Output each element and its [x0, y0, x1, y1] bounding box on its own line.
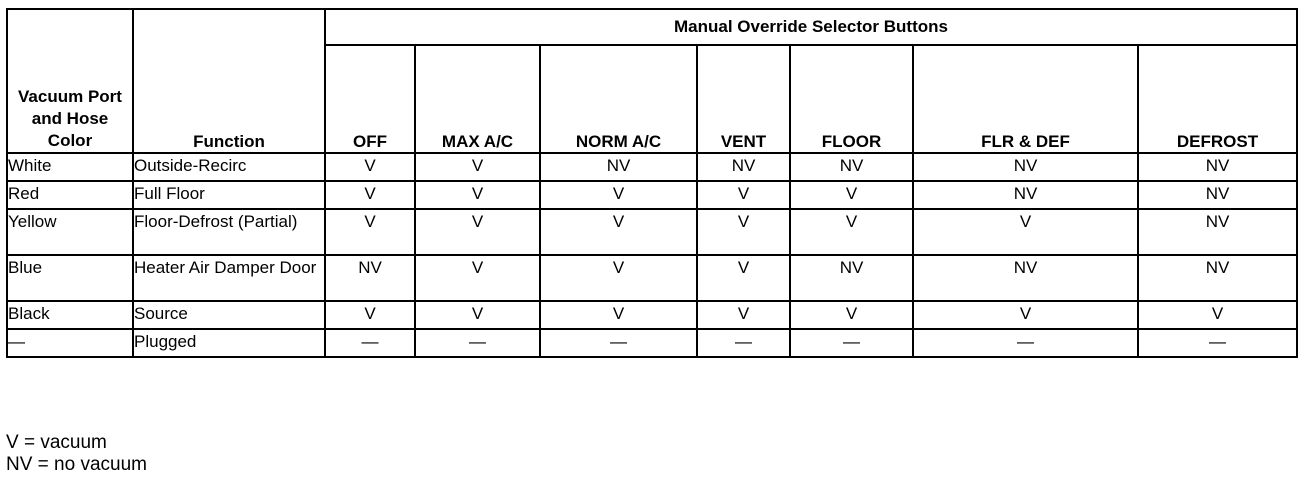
value-cell: NV — [1138, 255, 1297, 301]
value-cell: — — [325, 329, 415, 357]
value-cell: V — [1138, 301, 1297, 329]
vacuum-port-table — [6, 8, 1298, 358]
value-cell: V — [415, 153, 540, 181]
function-cell: Floor-Defrost (Partial) — [133, 209, 325, 255]
value-cell: NV — [697, 153, 790, 181]
value-cell: — — [697, 329, 790, 357]
value-cell: — — [913, 329, 1138, 357]
value-cell: — — [790, 329, 913, 357]
function-cell: Source — [133, 301, 325, 329]
port-color-cell: Black — [7, 301, 133, 329]
column-header: FLR & DEF — [913, 45, 1138, 153]
legend-item: V = vacuum — [6, 432, 107, 453]
value-cell: V — [697, 181, 790, 209]
value-cell: V — [790, 181, 913, 209]
value-cell: V — [790, 301, 913, 329]
table-row — [7, 255, 1297, 301]
port-color-cell: Blue — [7, 255, 133, 301]
value-cell: V — [540, 209, 697, 255]
value-cell: V — [697, 255, 790, 301]
value-cell: NV — [1138, 209, 1297, 255]
value-cell: V — [540, 181, 697, 209]
value-cell: NV — [325, 255, 415, 301]
table-row — [7, 153, 1297, 181]
column-header: OFF — [325, 45, 415, 153]
value-cell: NV — [913, 153, 1138, 181]
value-cell: V — [697, 209, 790, 255]
value-cell: V — [415, 255, 540, 301]
column-header: MAX A/C — [415, 45, 540, 153]
value-cell: — — [540, 329, 697, 357]
function-cell: Full Floor — [133, 181, 325, 209]
table-row — [7, 181, 1297, 209]
function-cell: Outside-Recirc — [133, 153, 325, 181]
value-cell: V — [325, 181, 415, 209]
value-cell: V — [325, 209, 415, 255]
table-row — [7, 301, 1297, 329]
value-cell: NV — [790, 255, 913, 301]
legend — [6, 432, 147, 476]
function-cell: Plugged — [133, 329, 325, 357]
value-cell: NV — [913, 255, 1138, 301]
value-cell: V — [325, 153, 415, 181]
value-cell: NV — [1138, 153, 1297, 181]
value-cell: NV — [913, 181, 1138, 209]
value-cell: NV — [790, 153, 913, 181]
column-header: FLOOR — [790, 45, 913, 153]
value-cell: V — [415, 301, 540, 329]
value-cell: V — [415, 209, 540, 255]
value-cell: V — [325, 301, 415, 329]
column-header: DEFROST — [1138, 45, 1297, 153]
table-row — [7, 329, 1297, 357]
legend-item: NV = no vacuum — [6, 454, 147, 475]
port-color-cell: Yellow — [7, 209, 133, 255]
column-header: NORM A/C — [540, 45, 697, 153]
value-cell: V — [913, 301, 1138, 329]
port-color-cell: White — [7, 153, 133, 181]
selector-buttons-header: Manual Override Selector Buttons — [325, 9, 1297, 45]
value-cell: V — [415, 181, 540, 209]
value-cell: NV — [540, 153, 697, 181]
value-cell: NV — [1138, 181, 1297, 209]
value-cell: — — [1138, 329, 1297, 357]
value-cell: V — [540, 255, 697, 301]
column-header: VENT — [697, 45, 790, 153]
value-cell: V — [790, 209, 913, 255]
value-cell: V — [697, 301, 790, 329]
value-cell: — — [415, 329, 540, 357]
port-color-cell: Red — [7, 181, 133, 209]
value-cell: V — [540, 301, 697, 329]
port-color-cell: — — [7, 329, 133, 357]
table-row — [7, 209, 1297, 255]
value-cell: V — [913, 209, 1138, 255]
port-color-header: Vacuum Port and Hose Color — [7, 9, 133, 153]
function-cell: Heater Air Damper Door — [133, 255, 325, 301]
function-header: Function — [133, 9, 325, 153]
